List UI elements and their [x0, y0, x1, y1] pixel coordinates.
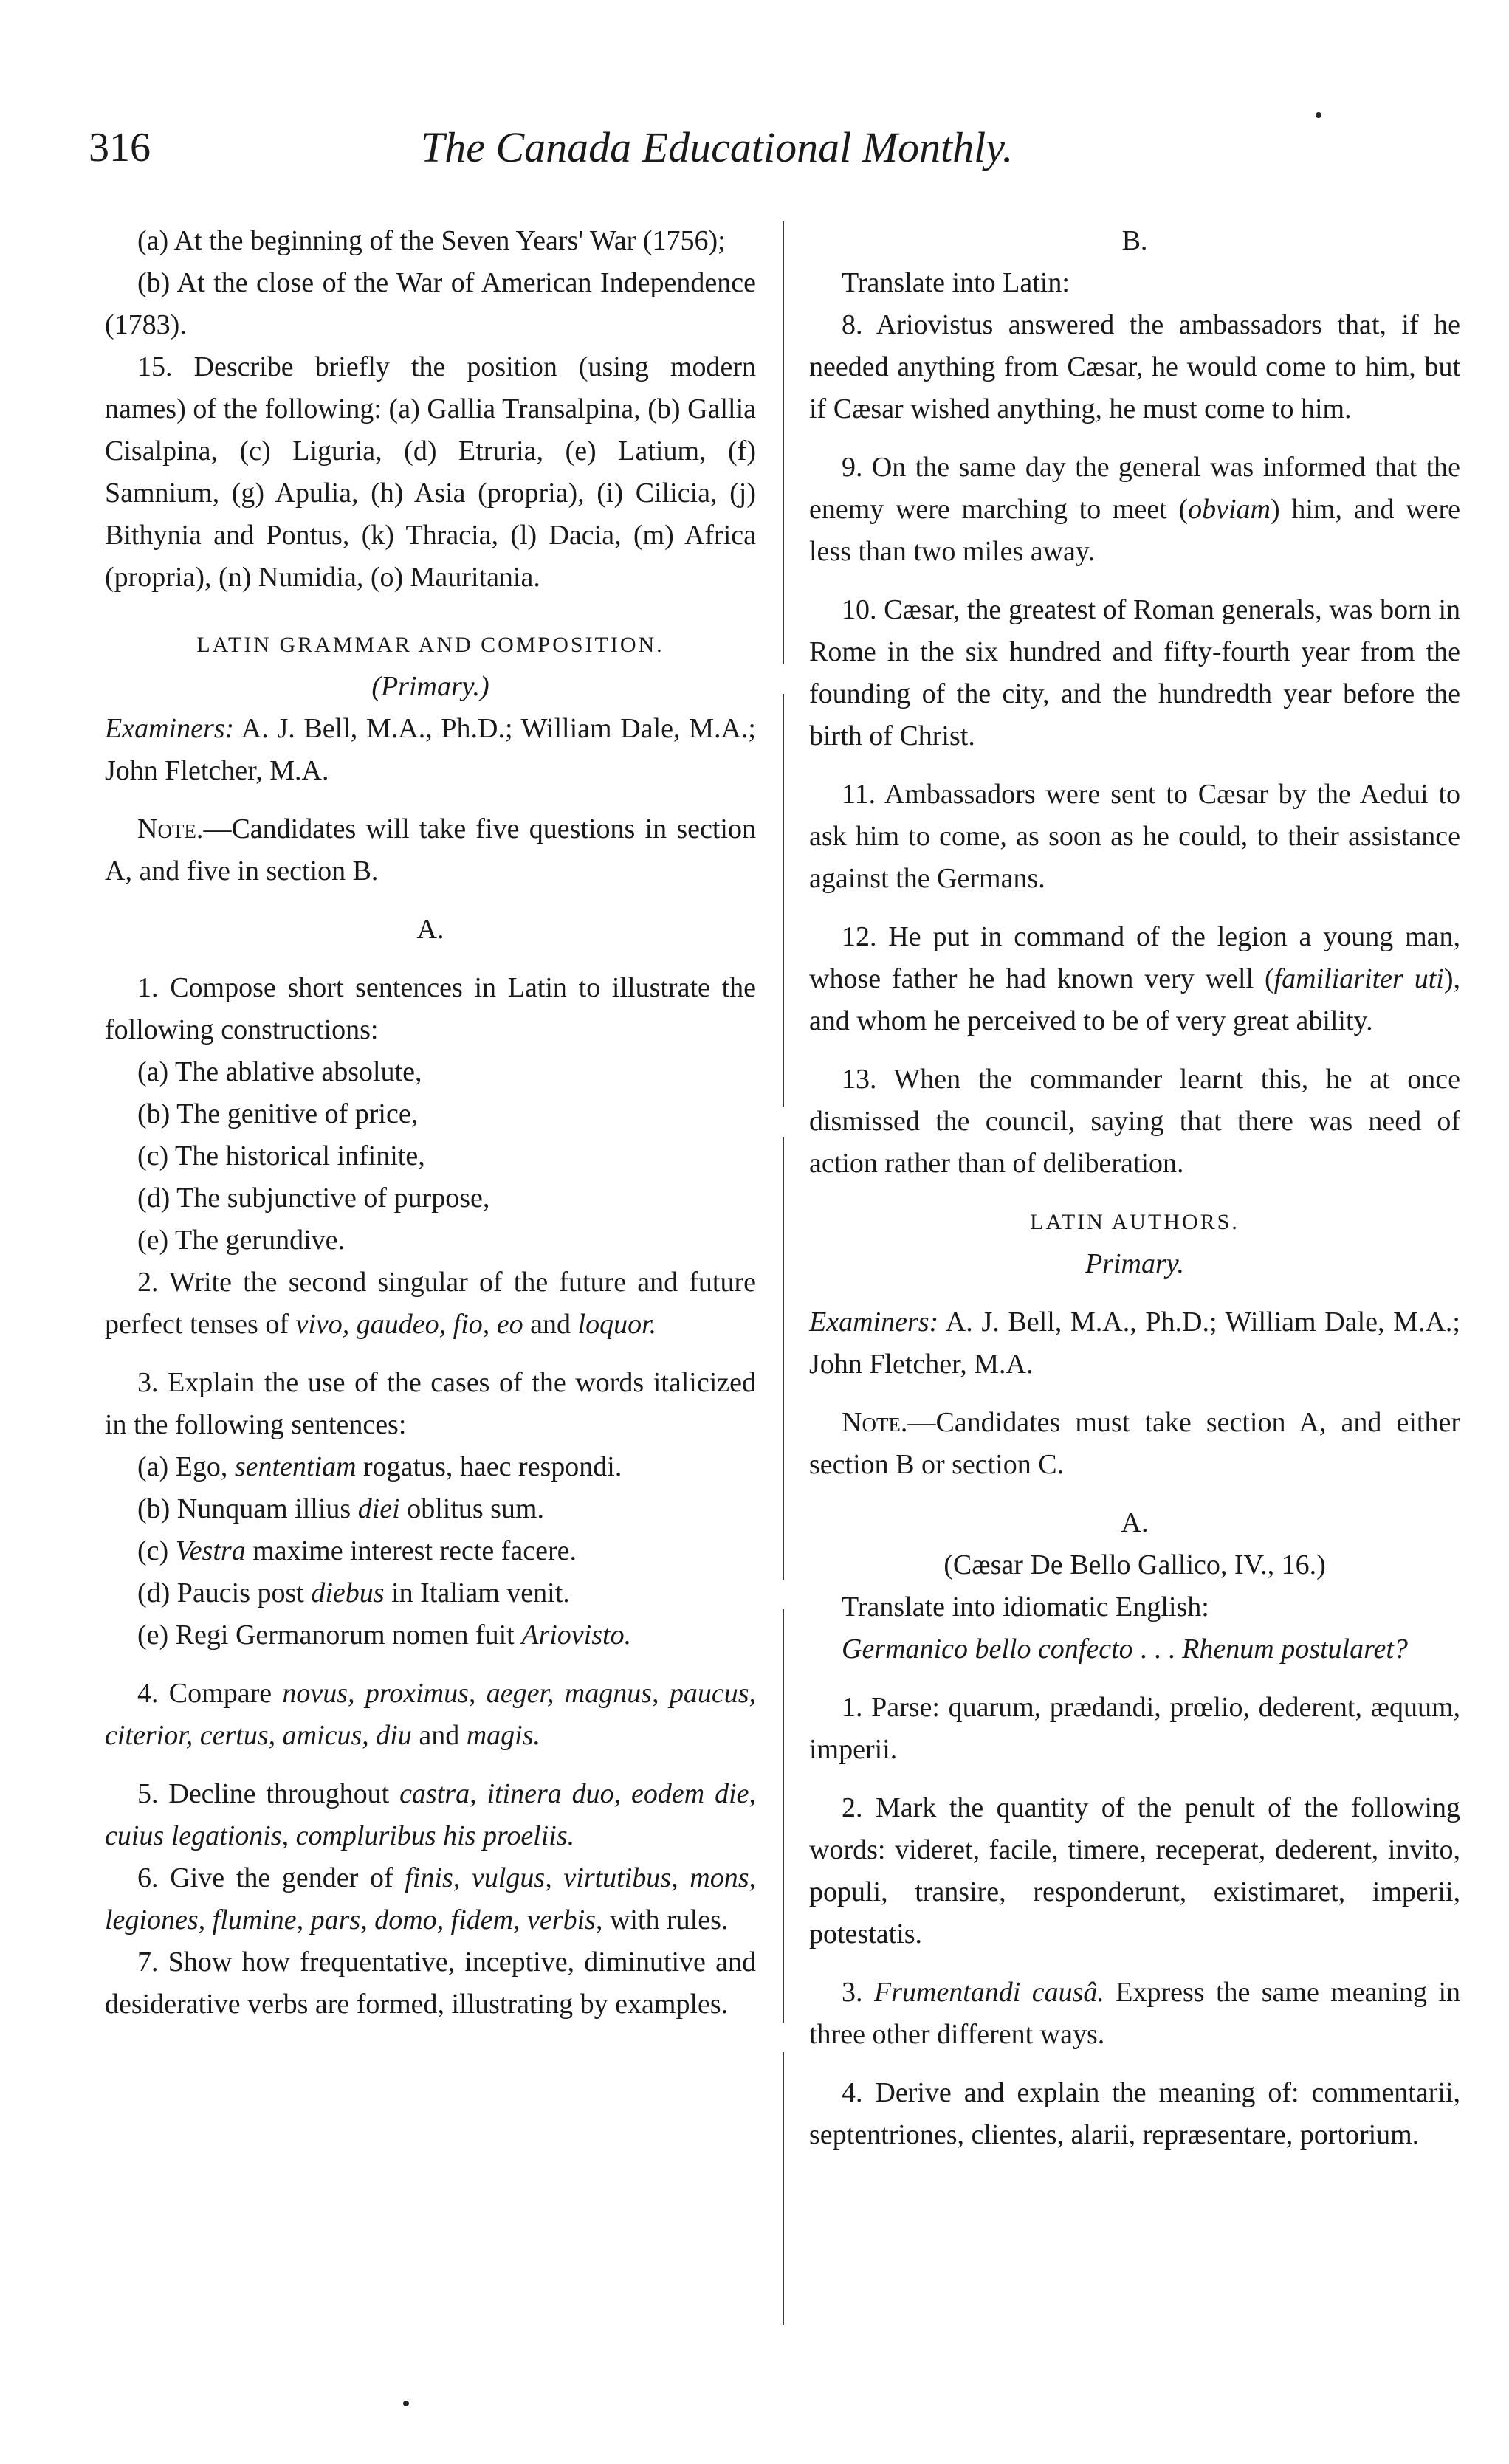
question-a3	[809, 1972, 1460, 2056]
item-text: (b) Nunquam illius	[137, 1493, 358, 1524]
right-column	[809, 220, 1460, 2156]
question-2-and: and	[523, 1309, 578, 1340]
question-9-text: 9. On the same day the general was informed that the enemy were marching to meet (	[809, 452, 1460, 525]
question-8: 8. Ariovistus answered the ambassadors that, if he needed anything from Cæsar, he would come to him, but if Cæsar wished anything, he must come to him.	[809, 309, 1460, 424]
note-text: —Candidates must take section A, and either section B or section C.	[809, 1407, 1460, 1480]
question-5-text: 5. Decline throughout	[137, 1778, 400, 1809]
question-1: 1. Compose short sentences in Latin to illustrate the following constructions:	[105, 972, 756, 1045]
section-heading-authors: LATIN AUTHORS.	[1030, 1210, 1240, 1234]
question-12-text-end: ), and whom he perceived to be of very great ability.	[809, 963, 1460, 1036]
question-4-text: 4. Compare	[137, 1678, 283, 1709]
question-3: 3. Explain the use of the cases of the words italicized in the following sentences:	[105, 1367, 756, 1440]
examiners-names: A. J. Bell, M.A., Ph.D.; William Dale, M.A.; John Fletcher, M.A.	[105, 713, 756, 786]
question-9-italic: obviam	[1188, 494, 1271, 525]
item-italic: diei	[357, 1493, 400, 1524]
passage-ellipsis: . . .	[1132, 1634, 1183, 1665]
question-13: 13. When the commander learnt this, he at once dismissed the council, saying that there was need of action rather than of deliberation.	[809, 1064, 1460, 1179]
question-3-item	[105, 1530, 756, 1572]
question-5-words: castra, itinera duo, eodem die, cuius legationis, compluribus his proeliis.	[105, 1778, 756, 1851]
question-1-item: (a) The ablative absolute,	[137, 1056, 422, 1087]
item-italic: Vestra	[175, 1535, 246, 1566]
item-text: rogatus, haec respondi.	[356, 1451, 622, 1482]
question-1-item: (c) The historical infinite,	[137, 1140, 425, 1171]
question-1-item: (b) The genitive of price,	[137, 1098, 419, 1129]
note	[809, 1402, 1460, 1486]
question-11: 11. Ambassadors were sent to Cæsar by the Aedui to ask him to come, as soon as he could, to their assistance against the Germans.	[809, 779, 1460, 894]
question-a4: 4. Derive and explain the meaning of: commentarii, septentriones, clientes, alarii, repræsentare, portorium.	[809, 2077, 1460, 2150]
question-12-italic: familiariter uti	[1273, 963, 1444, 994]
question-1-item: (d) The subjunctive of purpose,	[137, 1183, 490, 1214]
section-heading-grammar: LATIN GRAMMAR AND COMPOSITION.	[196, 633, 664, 657]
column-divider	[783, 221, 784, 2325]
passage-reference	[809, 1628, 1460, 1670]
question-14b: (b) At the close of the War of American Independence (1783).	[105, 267, 756, 340]
question-1-item: (e) The gerundive.	[137, 1225, 346, 1256]
question-6	[105, 1857, 756, 1941]
question-9	[809, 447, 1460, 573]
question-14a: (a) At the beginning of the Seven Years' War (1756);	[137, 225, 726, 256]
source-reference: (Cæsar De Bello Gallico, IV., 16.)	[943, 1549, 1326, 1580]
page-number: 316	[89, 125, 151, 171]
running-title: The Canada Educational Monthly.	[421, 123, 1014, 171]
item-text: (d) Paucis post	[137, 1577, 312, 1608]
question-7: 7. Show how frequentative, inceptive, diminutive and desiderative verbs are formed, illustrating by examples.	[105, 1947, 756, 2020]
question-3-item	[105, 1614, 756, 1656]
question-3-item	[105, 1572, 756, 1614]
part-b-heading: B.	[1121, 225, 1148, 256]
question-a3-number: 3.	[842, 1977, 874, 2008]
section-subheading: Primary.	[1085, 1248, 1185, 1279]
translate-instruction: Translate into idiomatic English:	[842, 1591, 1209, 1622]
passage-end: Rhenum postularet?	[1182, 1634, 1408, 1665]
examiners-line	[105, 708, 756, 792]
question-12	[809, 916, 1460, 1042]
section-subheading: (Primary.)	[371, 671, 489, 702]
question-6-text-end: with rules.	[602, 1904, 729, 1935]
question-6-text: 6. Give the gender of	[137, 1862, 405, 1893]
item-text: (a) Ego,	[137, 1451, 235, 1482]
question-9-text-end: ) him, and were less than two miles away.	[809, 494, 1460, 567]
question-4-last-word: magis.	[466, 1720, 541, 1751]
question-4-and: and	[411, 1720, 467, 1751]
question-a3-text: Express the same meaning in three other different ways.	[809, 1977, 1461, 2050]
question-2	[105, 1262, 756, 1346]
question-2-words: vivo, gaudeo, fio, eo	[295, 1309, 523, 1340]
left-column	[105, 220, 756, 2026]
question-15: 15. Describe briefly the position (using modern names) of the following: (a) Gallia Transalpina, (b) Gallia Cisalpina, (c) Liguria, (d) Etruria, (e) Latium, (f) Samnium, (g) Apulia, (h) Asia (propria), (i) Cilicia, (j) Bithynia and Pontus, (k) Thracia, (l) Dacia, (m) Africa (propria), (n) Numidia, (o) Mauritania.	[105, 351, 756, 593]
item-text: in Italiam venit.	[384, 1577, 570, 1608]
note	[105, 808, 756, 892]
examiners-label: Examiners:	[105, 713, 235, 744]
item-text: oblitus sum.	[399, 1493, 544, 1524]
examiners-names: A. J. Bell, M.A., Ph.D.; William Dale, M.A.; John Fletcher, M.A.	[809, 1307, 1460, 1380]
question-2-text: 2. Write the second singular of the future and future perfect tenses of	[105, 1267, 756, 1340]
part-a-heading: A.	[1121, 1507, 1149, 1538]
question-a2: 2. Mark the quantity of the penult of the following words: videret, facile, timere, receperat, dederent, invito, populi, transire, responderunt, existimaret, imperii, potestatis.	[809, 1792, 1460, 1949]
part-b-intro: Translate into Latin:	[842, 267, 1070, 298]
print-speck	[1316, 112, 1321, 118]
note-label: Note.	[137, 813, 204, 844]
question-5	[105, 1773, 756, 1857]
question-4	[105, 1673, 756, 1757]
question-a3-italic: Frumentandi causâ.	[873, 1977, 1104, 2008]
print-speck	[403, 2401, 409, 2406]
question-3-item	[105, 1446, 756, 1488]
examiners-label: Examiners:	[809, 1307, 939, 1338]
item-text: (c)	[137, 1535, 176, 1566]
question-3-item	[105, 1488, 756, 1530]
item-text: maxime interest recte facere.	[245, 1535, 577, 1566]
question-6-words: finis, vulgus, virtutibus, mons, legiones, flumine, pars, domo, fidem, verbis,	[105, 1862, 756, 1935]
item-italic: Ariovisto.	[521, 1620, 632, 1651]
item-italic: sententiam	[234, 1451, 357, 1482]
question-4-words: novus, proximus, aeger, magnus, paucus, citerior, certus, amicus, diu	[105, 1678, 756, 1751]
part-a-heading: A.	[416, 914, 444, 945]
question-10: 10. Cæsar, the greatest of Roman generals, was born in Rome in the six hundred and fifty-fourth year from the founding of the city, and the hundredth year before the birth of Christ.	[809, 594, 1460, 751]
item-text: (e) Regi Germanorum nomen fuit	[137, 1620, 522, 1651]
question-2-last-word: loquor.	[577, 1309, 657, 1340]
question-12-text: 12. He put in command of the legion a young man, whose father he had known very well (	[809, 921, 1460, 994]
question-a1: 1. Parse: quarum, prædandi, prœlio, dederent, æquum, imperii.	[809, 1692, 1460, 1765]
note-label: Note.	[842, 1407, 908, 1438]
examiners-line	[809, 1301, 1460, 1386]
item-italic: diebus	[311, 1577, 385, 1608]
note-text: —Candidates will take five questions in section A, and five in section B.	[105, 813, 756, 887]
passage-start: Germanico bello confecto	[842, 1634, 1133, 1665]
page-header	[89, 118, 1085, 177]
